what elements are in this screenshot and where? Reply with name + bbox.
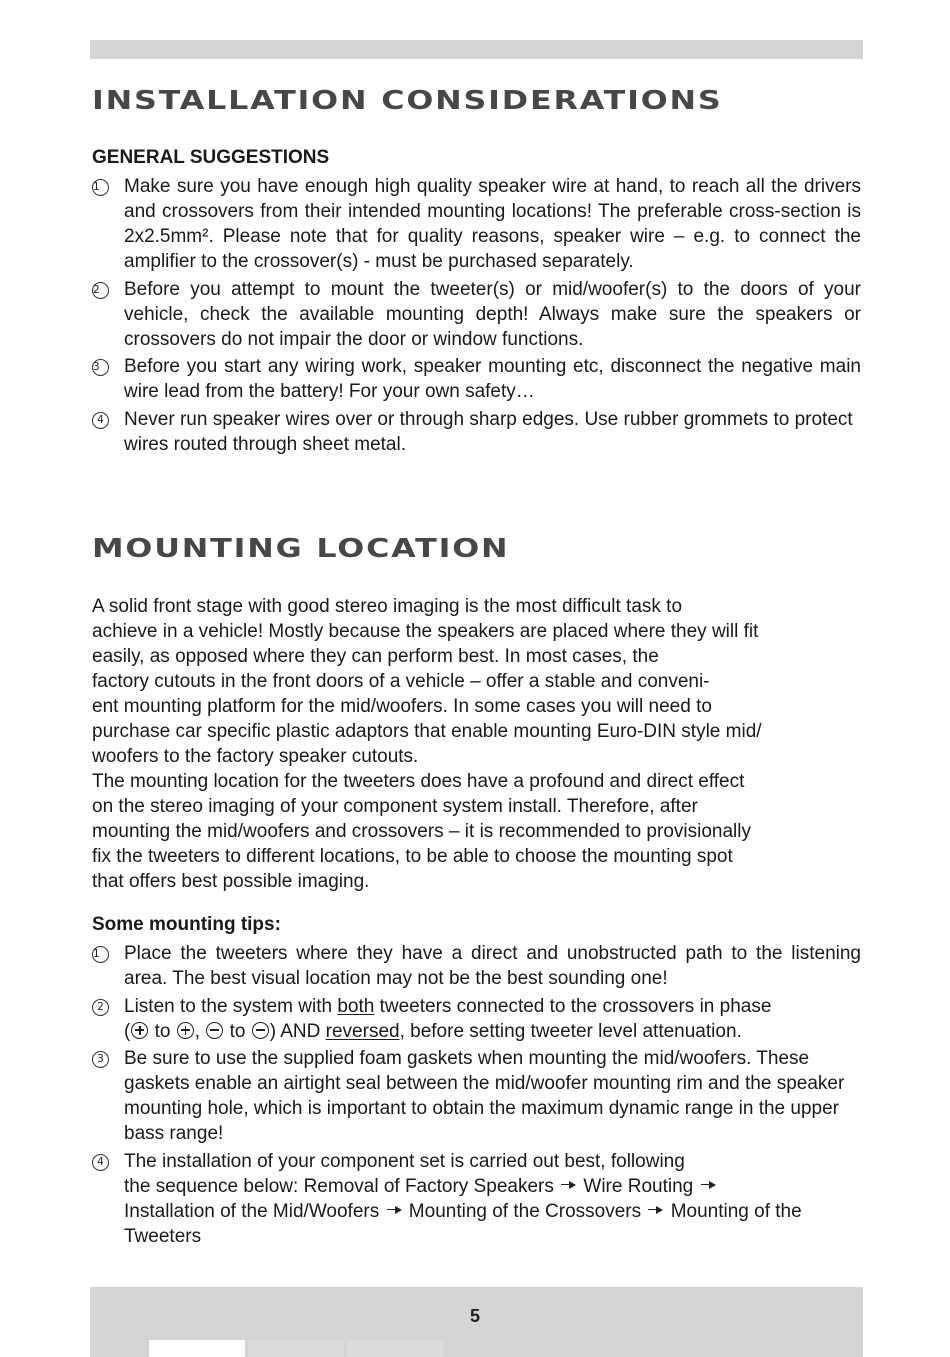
arrow-right-icon <box>648 1205 663 1215</box>
minus-icon <box>252 1022 269 1039</box>
arrow-right-icon <box>561 1180 576 1190</box>
general-suggestions-list <box>92 174 861 459</box>
arrow-right-icon <box>701 1180 716 1190</box>
tip-text: , <box>194 1020 206 1042</box>
paragraph-line: fix the tweeters to different locations, to be able to choose the mounting spot <box>92 846 733 867</box>
tip-text: , before setting tweeter level attenuation. <box>399 1020 742 1042</box>
list-item <box>92 277 861 352</box>
page-number: 5 <box>469 1306 480 1326</box>
section-title-mounting-location: MOUNTING LOCATION <box>92 534 510 564</box>
header-bar <box>90 40 863 59</box>
paragraph-line: easily, as opposed where they can perform best. In most cases, the <box>92 646 659 667</box>
plus-icon <box>177 1022 194 1039</box>
sequence-step: Mounting of the Tweeters <box>124 1200 802 1247</box>
sequence-step: Removal of Factory Speakers <box>303 1175 554 1197</box>
list-item <box>92 1046 861 1146</box>
minus-icon <box>206 1022 223 1039</box>
paragraph-line: purchase car specific plastic adaptors that enable mounting Euro-DIN style mid/ <box>92 721 762 742</box>
plus-icon <box>131 1022 148 1039</box>
footer-tab <box>248 1340 344 1357</box>
circled-number-icon: 3 <box>92 359 109 376</box>
tip-text: The installation of your component set is carried out best, following <box>124 1150 685 1172</box>
list-item <box>92 354 861 404</box>
paragraph-line: on the stereo imaging of your component system install. Therefore, after <box>92 796 698 817</box>
tip-text: to <box>149 1020 176 1042</box>
tip-text: the sequence below: <box>124 1175 304 1197</box>
tip-text: tweeters connected to the crossovers in phase <box>374 995 772 1017</box>
arrow-right-icon <box>387 1205 402 1215</box>
sequence-step: Wire Routing <box>583 1175 694 1197</box>
paragraph-line: that offers best possible imaging. <box>92 871 370 892</box>
section-title-installation: INSTALLATION CONSIDERATIONS <box>92 86 723 116</box>
paragraph-line: factory cutouts in the front doors of a vehicle – offer a stable and conveni- <box>92 671 710 692</box>
list-item-text: Before you attempt to mount the tweeter(s) or mid/woofer(s) to the doors of your vehicle, check the available mounting depth! Always make sure the speakers or crossovers do not impair the door or window functions. <box>124 278 861 350</box>
list-item <box>92 407 861 457</box>
list-item <box>92 1149 861 1249</box>
circled-number-icon: 3 <box>92 1051 109 1068</box>
subheading-mounting-tips: Some mounting tips: <box>92 914 281 935</box>
mounting-tips-list <box>92 941 861 1251</box>
emphasis-reversed: reversed <box>325 1020 400 1042</box>
paragraph-line: achieve in a vehicle! Mostly because the speakers are placed where they will fit <box>92 621 759 642</box>
paragraph-line: A solid front stage with good stereo imaging is the most difficult task to <box>92 596 683 617</box>
footer-tab <box>347 1340 443 1357</box>
list-item-text: Before you start any wiring work, speaker mounting etc, disconnect the negative main wire lead from the battery! For your own safety… <box>124 356 861 402</box>
tip-text: ) AND <box>269 1020 326 1042</box>
mounting-location-paragraph <box>92 594 867 894</box>
sequence-step: Installation of the Mid/Woofers <box>124 1200 380 1222</box>
list-item <box>92 174 861 274</box>
footer-tab <box>149 1340 245 1357</box>
sequence-step: Mounting of the Crossovers <box>408 1200 642 1222</box>
circled-number-icon: 4 <box>92 1154 109 1171</box>
emphasis-both: both <box>337 995 375 1017</box>
subheading-general-suggestions: GENERAL SUGGESTIONS <box>92 147 330 168</box>
list-item <box>92 994 861 1044</box>
circled-number-icon: 4 <box>92 412 109 429</box>
paragraph-line: ent mounting platform for the mid/woofers. In some cases you will need to <box>92 696 712 717</box>
circled-number-icon: 2 <box>92 282 109 299</box>
tip-text: to <box>224 1020 251 1042</box>
circled-number-icon: 2 <box>92 999 109 1016</box>
list-item <box>92 941 861 991</box>
list-item-text: Be sure to use the supplied foam gaskets when mounting the mid/woofers. These gaskets enable an airtight seal between the mid/woofer mounting rim and the speaker mounting hole, which is important to obtain the maximum dynamic range in the upper bass range! <box>124 1048 845 1144</box>
circled-number-icon: 1 <box>92 179 109 196</box>
paragraph-line: mounting the mid/woofers and crossovers – it is recommended to provisionally <box>92 821 751 842</box>
tip-text: ( <box>124 1020 131 1042</box>
list-item-text: Never run speaker wires over or through sharp edges. Use rubber grommets to protect wires routed through sheet metal. <box>124 408 853 455</box>
list-item-text: Make sure you have enough high quality speaker wire at hand, to reach all the drivers and crossovers from their intended mounting locations! The preferable cross-section is 2x2.5mm². Please note that for quality reasons, speaker wire – e.g. to connect the amplifier to the crossover(s) - must be purchased separately. <box>124 176 861 272</box>
paragraph-line: The mounting location for the tweeters does have a profound and direct effect <box>92 771 745 792</box>
list-item-text: Place the tweeters where they have a direct and unobstructed path to the listening area. The best visual location may not be the best sounding one! <box>124 943 861 989</box>
tip-text: Listen to the system with <box>124 995 338 1017</box>
paragraph-line: woofers to the factory speaker cutouts. <box>92 746 419 767</box>
circled-number-icon: 1 <box>92 946 109 963</box>
